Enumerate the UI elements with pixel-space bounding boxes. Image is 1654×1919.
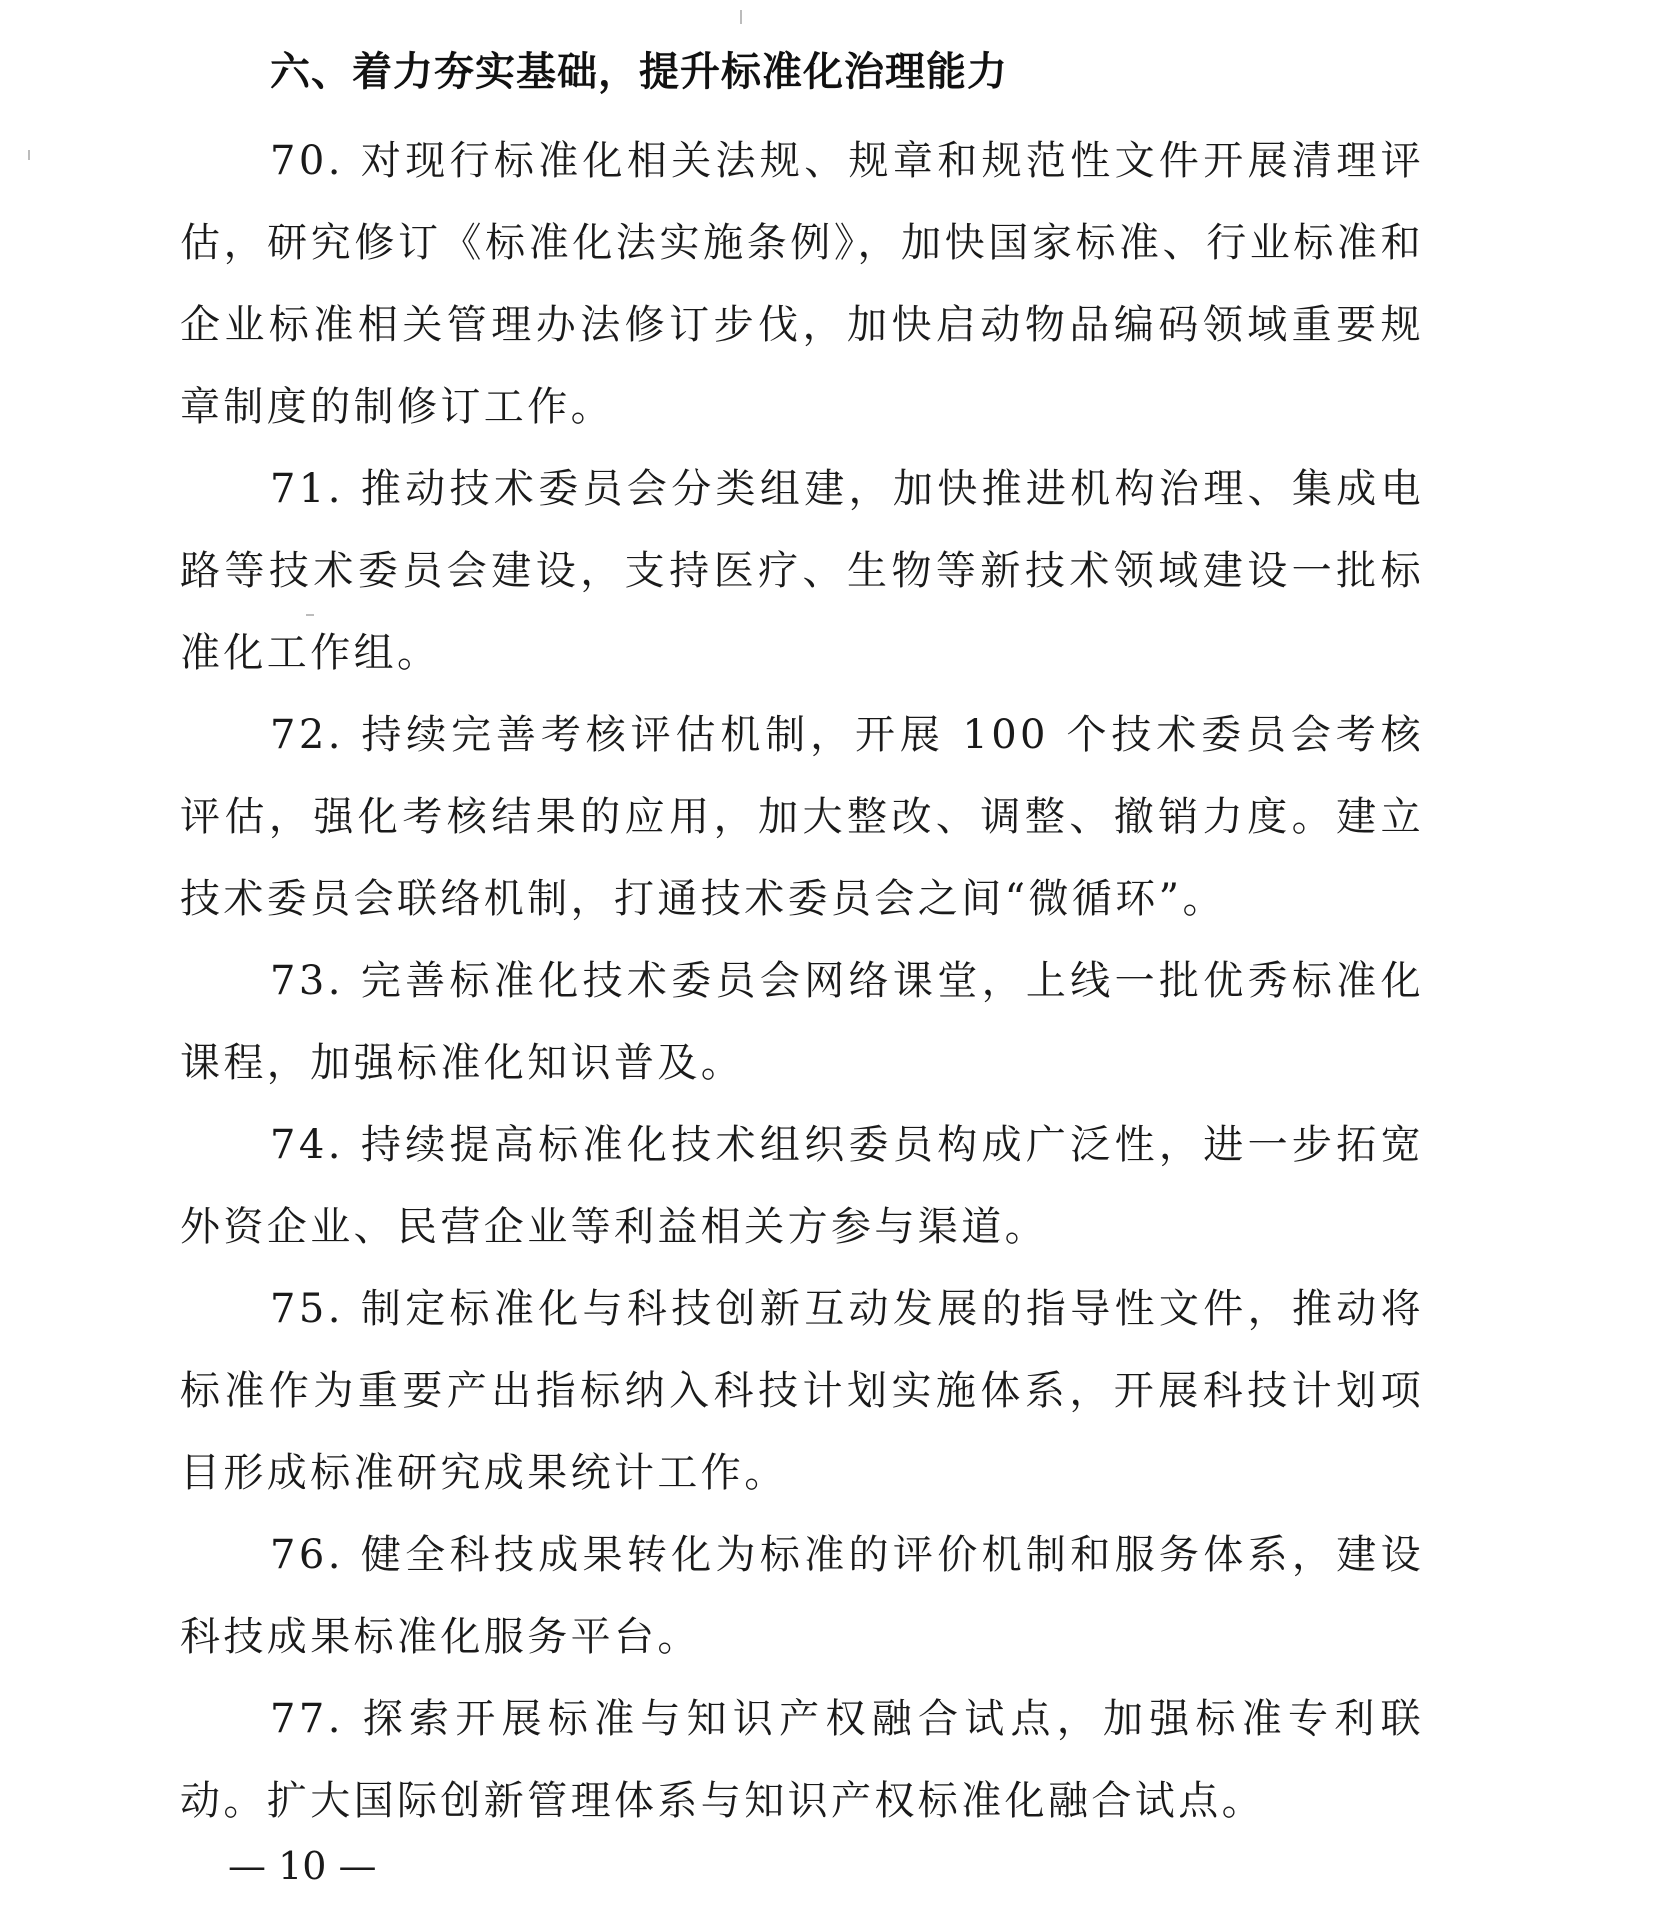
- body-text: [180, 120, 1424, 1842]
- scan-speck: [28, 150, 30, 160]
- page-number: — 10 —: [228, 1844, 377, 1888]
- item-76-paragraph: 76. 健全科技成果转化为标准的评价机制和服务体系，建设科技成果标准化服务平台。: [180, 1532, 1424, 1660]
- item-77-paragraph: 77. 探索开展标准与知识产权融合试点，加强标准专利联动。扩大国际创新管理体系与知识产权标准化融合试点。: [180, 1696, 1424, 1824]
- item-73-paragraph: 73. 完善标准化技术委员会网络课堂，上线一批优秀标准化课程，加强标准化知识普及。: [180, 958, 1424, 1086]
- item-72-paragraph: 72. 持续完善考核评估机制，开展 100 个技术委员会考核评估，强化考核结果的应用，加大整改、调整、撤销力度。建立技术委员会联络机制，打通技术委员会之间“微循环”。: [180, 712, 1424, 922]
- item-75-paragraph: 75. 制定标准化与科技创新互动发展的指导性文件，推动将标准作为重要产出指标纳入科技计划实施体系，开展科技计划项目形成标准研究成果统计工作。: [180, 1286, 1424, 1496]
- section-heading: 六、着力夯实基础，提升标准化治理能力: [270, 49, 1008, 95]
- item-70-paragraph: 70. 对现行标准化相关法规、规章和规范性文件开展清理评估，研究修订《标准化法实施条例》，加快国家标准、行业标准和企业标准相关管理办法修订步伐，加快启动物品编码领域重要规章制度的制修订工作。: [180, 138, 1424, 430]
- scan-speck: [740, 10, 742, 24]
- item-74-paragraph: 74. 持续提高标准化技术组织委员构成广泛性，进一步拓宽外资企业、民营企业等利益相关方参与渠道。: [180, 1122, 1424, 1250]
- item-71-paragraph: 71. 推动技术委员会分类组建，加快推进机构治理、集成电路等技术委员会建设，支持医疗、生物等新技术领域建设一批标准化工作组。: [180, 466, 1424, 676]
